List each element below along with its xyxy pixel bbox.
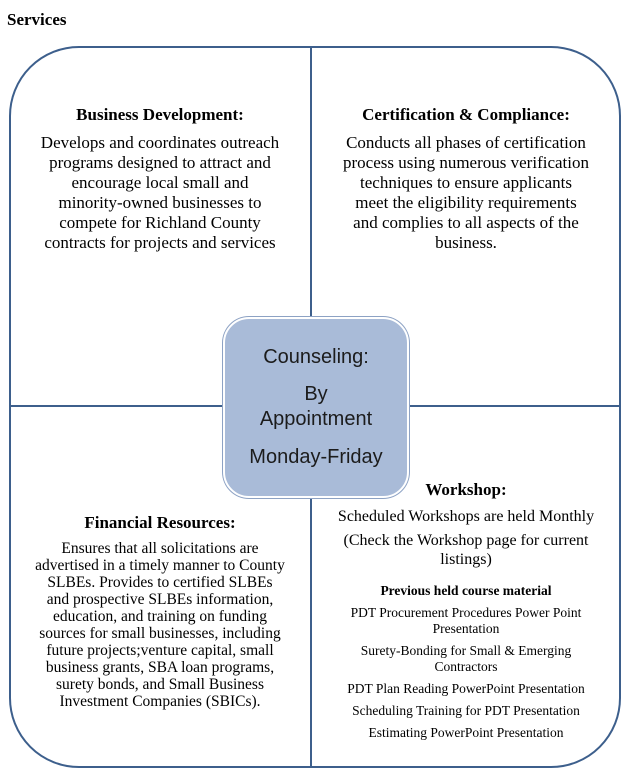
workshop-heading: Workshop:: [425, 480, 507, 499]
page-title: Services: [7, 10, 67, 29]
text-line: Ensures that all solicitations are: [61, 540, 259, 557]
financial-resources-text: [12, 540, 308, 710]
text-line: Investment Companies (SBICs).: [59, 693, 261, 710]
text-line: listings): [440, 551, 492, 568]
previous-courses-heading: Previous held course material: [380, 583, 552, 598]
text-line: future projects;venture capital, small: [46, 642, 274, 659]
text-line: business grants, SBA loan programs,: [45, 659, 275, 676]
business-development-heading: Business Development:: [76, 105, 244, 124]
text-line: SLBEs. Provides to certified SLBEs: [47, 574, 273, 591]
text-line: education, and training on funding: [53, 608, 267, 625]
financial-resources-heading: Financial Resources:: [84, 513, 236, 532]
financial-resources-section: [12, 513, 308, 710]
text-line: business.: [435, 233, 497, 252]
text-line: (Check the Workshop page for current: [343, 532, 589, 549]
text-line: Conducts all phases of certification: [346, 133, 586, 152]
course-item: Estimating PowerPoint Presentation: [368, 725, 564, 740]
certification-heading: Certification & Compliance:: [362, 105, 570, 124]
business-development-section: [12, 105, 308, 253]
course-item: Scheduling Training for PDT Presentation: [352, 703, 580, 718]
counseling-box: [223, 317, 409, 498]
text-line: minority-owned businesses to: [58, 193, 262, 212]
text-line: process using numerous verification: [343, 153, 589, 172]
text-line: contracts for projects and services: [44, 233, 276, 252]
text-line: and prospective SLBEs information,: [46, 591, 274, 608]
counseling-title: Counseling:: [263, 346, 369, 368]
text-line: PDT Procurement Procedures Power Point: [350, 605, 582, 620]
course-item: [313, 605, 619, 637]
certification-text: [313, 133, 619, 253]
text-line: Develops and coordinates outreach: [40, 133, 280, 152]
text-line: meet the eligibility requirements: [355, 193, 577, 212]
counseling-appointment: Appointment: [259, 408, 373, 430]
business-development-text: [12, 133, 308, 253]
course-item: [313, 643, 619, 675]
text-line: advertised in a timely manner to County: [35, 557, 285, 574]
text-line: compete for Richland County: [59, 213, 261, 232]
text-line: Surety-Bonding for Small & Emerging: [360, 643, 572, 658]
text-line: sources for small businesses, including: [39, 625, 281, 642]
workshop-section: [313, 480, 619, 741]
text-line: Contractors: [434, 659, 498, 674]
text-line: and complies to all aspects of the: [353, 213, 579, 232]
text-line: encourage local small and: [71, 173, 249, 192]
counseling-days: Monday-Friday: [249, 446, 383, 468]
workshop-note: [313, 531, 619, 569]
text-line: techniques to ensure applicants: [360, 173, 572, 192]
text-line: surety bonds, and Small Business: [56, 676, 264, 693]
certification-section: [313, 105, 619, 253]
course-item: PDT Plan Reading PowerPoint Presentation: [347, 681, 585, 696]
text-line: Presentation: [432, 621, 500, 636]
text-line: programs designed to attract and: [49, 153, 271, 172]
counseling-by: By: [304, 383, 328, 405]
workshop-schedule: Scheduled Workshops are held Monthly: [337, 508, 595, 525]
